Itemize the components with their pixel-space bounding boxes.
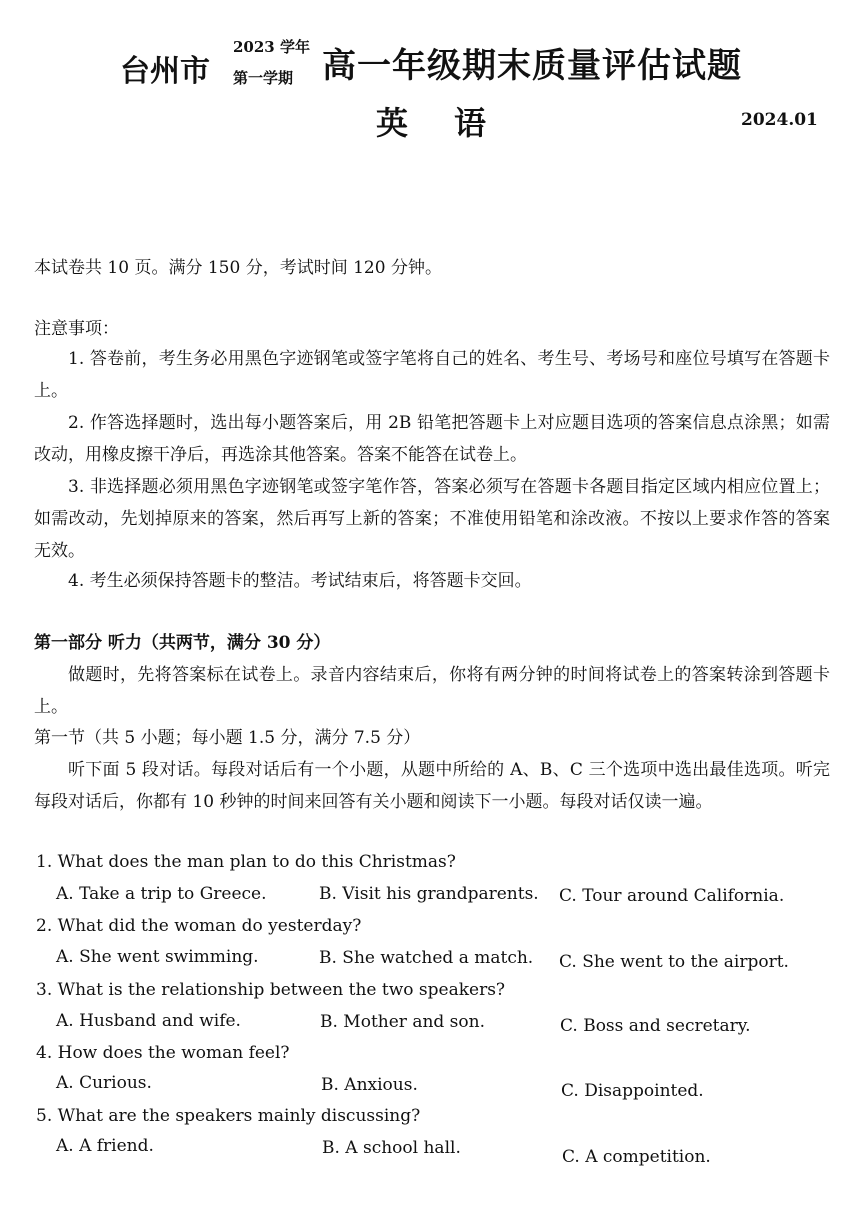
q4-option-a: A. Curious.: [56, 1073, 152, 1093]
q4-option-b: B. Anxious.: [321, 1075, 418, 1095]
q5-option-a: A. A friend.: [56, 1136, 154, 1156]
question-5: 5. What are the speakers mainly discussing?: [36, 1106, 421, 1126]
q3-option-c: C. Boss and secretary.: [560, 1016, 751, 1036]
q3-option-a: A. Husband and wife.: [56, 1011, 241, 1031]
q4-option-c: C. Disappointed.: [561, 1081, 704, 1101]
q3-option-b: B. Mother and son.: [320, 1012, 485, 1032]
subject-title: 英语: [376, 104, 533, 142]
question-3: 3. What is the relationship between the two speakers?: [36, 980, 506, 1000]
q2-option-c: C. She went to the airport.: [559, 952, 789, 972]
part1-heading: 第一部分 听力（共两节，满分 30 分）: [34, 633, 331, 653]
q1-option-a: A. Take a trip to Greece.: [56, 884, 267, 904]
exam-date: 2024.01: [741, 110, 818, 130]
exam-intro: 本试卷共 10 页。满分 150 分，考试时间 120 分钟。: [34, 258, 442, 278]
question-1: 1. What does the man plan to do this Christmas?: [36, 852, 456, 872]
q5-option-b: B. A school hall.: [322, 1138, 461, 1158]
q2-option-a: A. She went swimming.: [56, 947, 259, 967]
question-2: 2. What did the woman do yesterday?: [36, 916, 362, 936]
q1-option-b: B. Visit his grandparents.: [319, 884, 539, 904]
q2-option-b: B. She watched a match.: [319, 948, 534, 968]
school-term: 第一学期: [233, 69, 294, 87]
section1-heading: 第一节（共 5 小题；每小题 1.5 分，满分 7.5 分）: [34, 728, 421, 748]
section1-instruction: 听下面 5 段对话。每段对话后有一个小题，从题中所给的 A、B、C 三个选项中选出最佳选项。听完每段对话后，你都有 10 秒钟的时间来回答有关小题和阅读下一小题。每段对话仅读一遍。: [34, 760, 830, 812]
part1-instruction: 做题时，先将答案标在试卷上。录音内容结束后，你将有两分钟的时间将试卷上的答案转涂到答题卡上。: [34, 665, 830, 717]
notes-heading: 注意事项：: [34, 319, 119, 339]
exam-title: 高一年级期末质量评估试题: [322, 46, 742, 86]
q1-option-c: C. Tour around California.: [559, 886, 785, 906]
school-year: 2023 学年: [233, 38, 310, 56]
note-item: 4. 考生必须保持答题卡的整洁。考试结束后，将答题卡交回。: [68, 571, 532, 591]
note-item: 2. 作答选择题时，选出每小题答案后，用 2B 铅笔把答题卡上对应题目选项的答案信息点涂黑；如需改动，用橡皮擦干净后，再选涂其他答案。答案不能答在试卷上。: [34, 413, 830, 465]
q5-option-c: C. A competition.: [562, 1147, 711, 1167]
city-name: 台州市: [120, 54, 210, 89]
note-item: 3. 非选择题必须用黑色字迹钢笔或签字笔作答，答案必须写在答题卡各题目指定区域内相应位置上；如需改动，先划掉原来的答案，然后再写上新的答案；不准使用铅笔和涂改液。不按以上要求作答的答案无效。: [34, 477, 830, 561]
question-4: 4. How does the woman feel?: [36, 1043, 290, 1063]
note-item: 1. 答卷前，考生务必用黑色字迹钢笔或签字笔将自己的姓名、考生号、考场号和座位号填写在答题卡上。: [34, 349, 830, 401]
